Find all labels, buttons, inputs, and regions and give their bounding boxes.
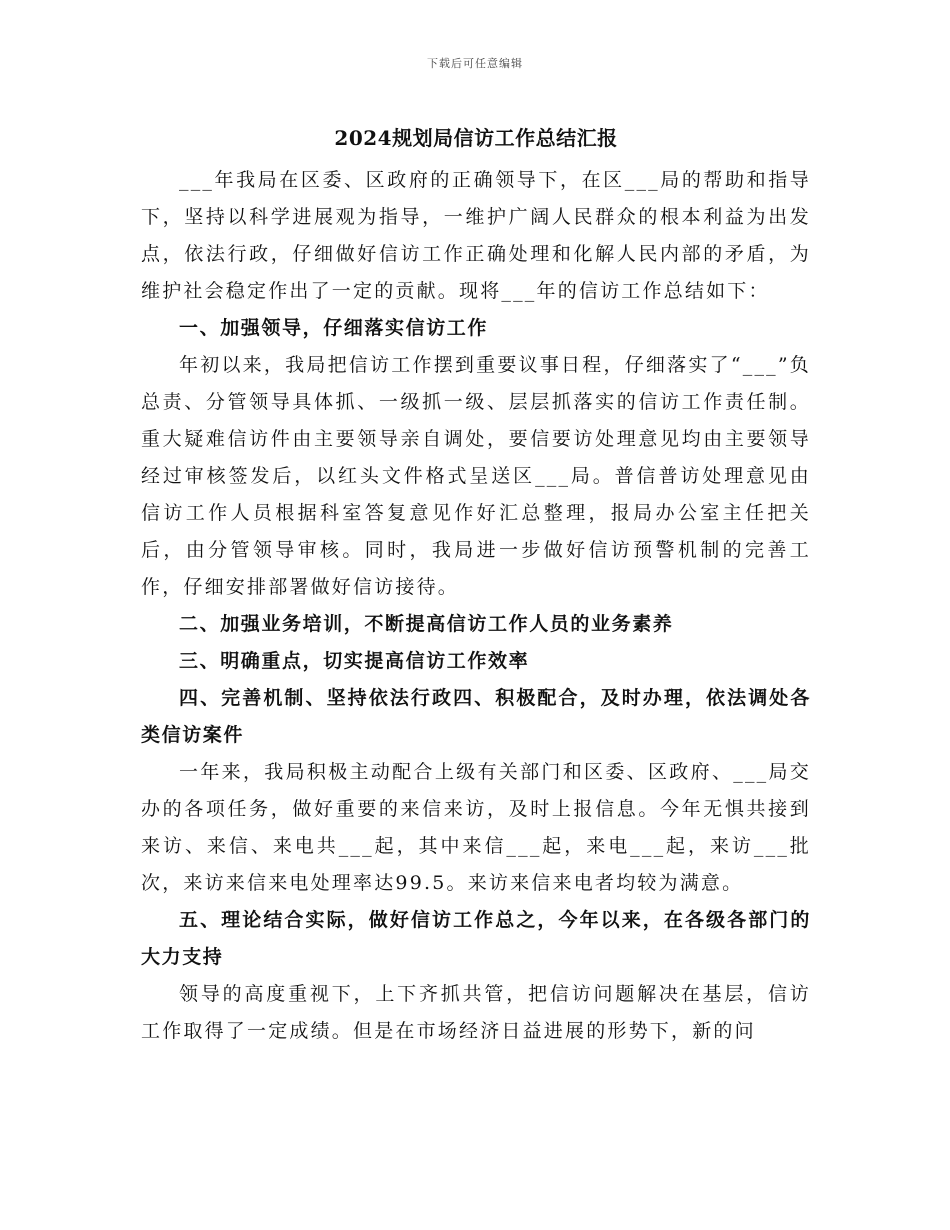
section-heading-1: 一、加强领导，仔细落实信访工作 xyxy=(179,317,489,339)
intro-paragraph: ___年我局在区委、区政府的正确领导下，在区___局的帮助和指导下，坚持以科学进展观为指导，一维护广阔人民群众的根本利益为出发点，依法行政，仔细做好信访工作正确处理和化解人民内部的矛盾，为维护社会稳定作出了一定的贡献。现将___年的信访工作总结如下： xyxy=(141,169,811,302)
document-title: 2024规划局信访工作总结汇报 xyxy=(334,126,618,150)
document-body xyxy=(141,124,811,1050)
section-heading-5: 五、理论结合实际，做好信访工作总之，今年以来，在各级各部门的大力支持 xyxy=(141,909,811,968)
section-5-paragraph: 领导的高度重视下，上下齐抓共管，把信访问题解决在基层，信访工作取得了一定成绩。但是在市场经济日益进展的形势下，新的问 xyxy=(141,983,811,1042)
section-heading-4: 四、完善机制、坚持依法行政四、积极配合，及时办理，依法调处各类信访案件 xyxy=(141,687,811,746)
section-1-paragraph: 年初以来，我局把信访工作摆到重要议事日程，仔细落实了“___”负总责、分管领导具体抓、一级抓一级、层层抓落实的信访工作责任制。重大疑难信访件由主要领导亲自调处，要信要访处理意见均由主要领导经过审核签发后，以红头文件格式呈送区___局。普信普访处理意见由信访工作人员根据科室答复意见作好汇总整理，报局办公室主任把关后，由分管领导审核。同时，我局进一步做好信访预警机制的完善工作，仔细安排部署做好信访接待。 xyxy=(141,354,811,598)
header-note: 下载后可任意编辑 xyxy=(427,57,523,70)
section-heading-3: 三、明确重点，切实提高信访工作效率 xyxy=(179,650,530,672)
section-heading-2: 二、加强业务培训，不断提高信访工作人员的业务素养 xyxy=(179,613,674,635)
section-4-paragraph: 一年来，我局积极主动配合上级有关部门和区委、区政府、___局交办的各项任务，做好重要的来信来访，及时上报信息。今年无惧共接到来访、来信、来电共___起，其中来信___起，来电___起，来访___批次，来访来信来电处理率达99.5。来访来信来电者均较为满意。 xyxy=(141,761,811,894)
